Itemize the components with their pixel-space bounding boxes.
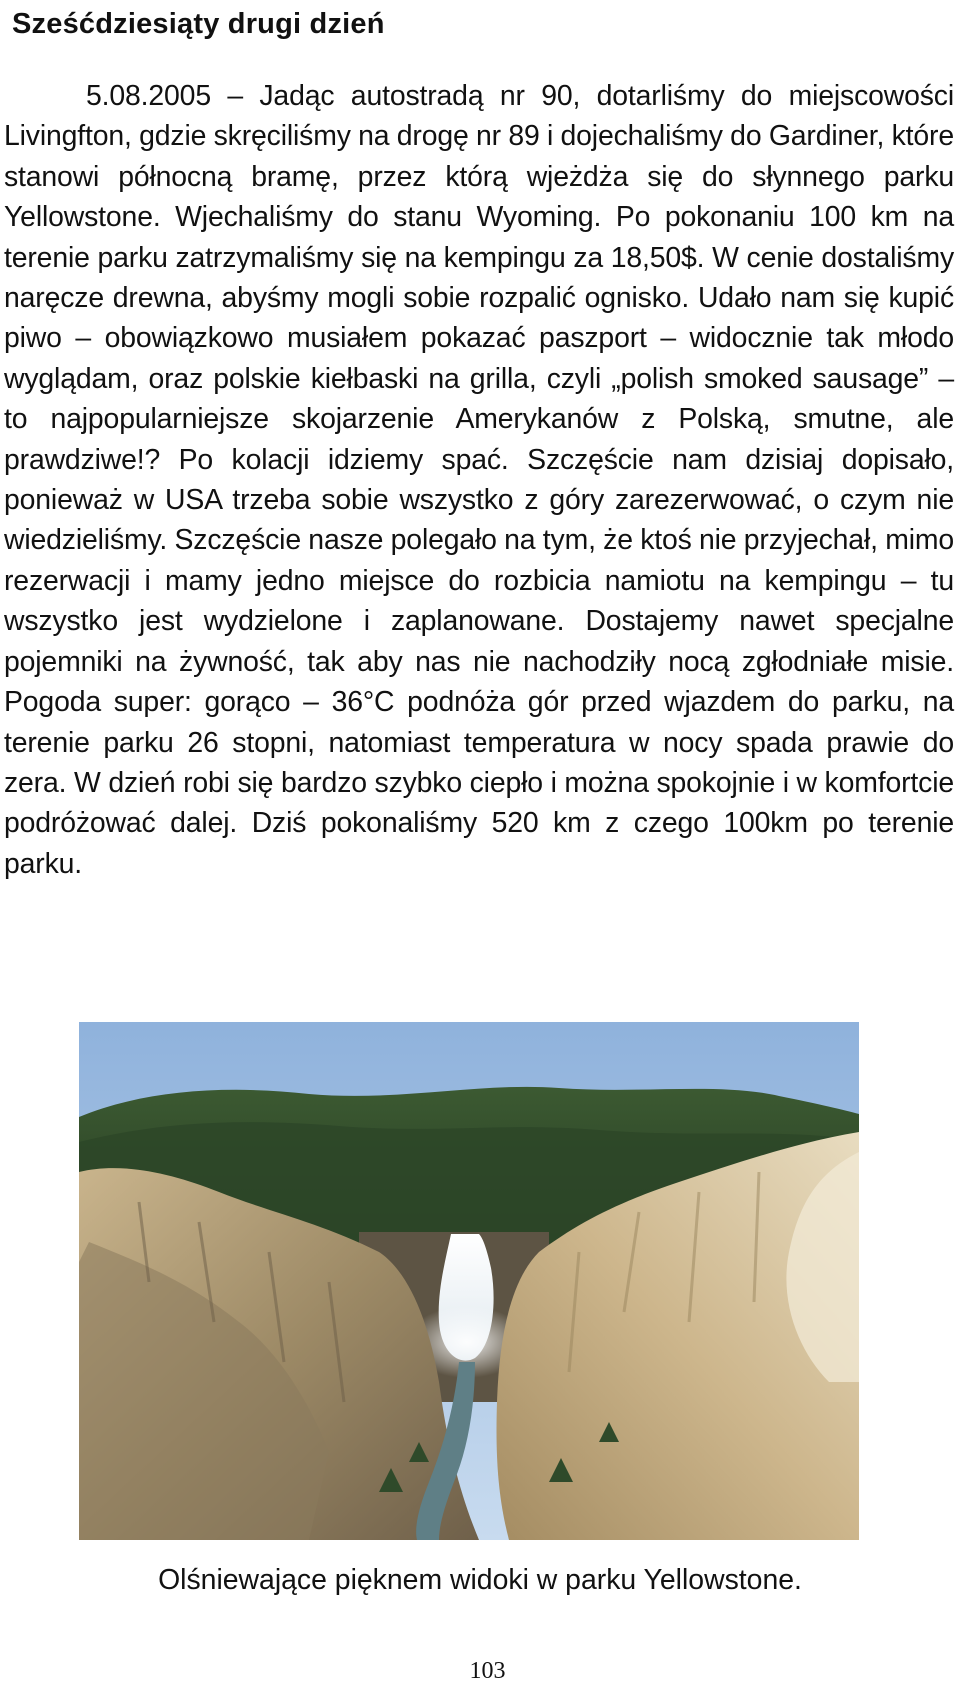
chapter-title: Sześćdziesiąty drugi dzień	[12, 8, 385, 40]
page-number: 103	[469, 1658, 506, 1684]
article-body: 5.08.2005 – Jadąc autostradą nr 90, dotarliśmy do miejscowości Livingfton, gdzie skręciliśmy na drogę nr 89 i dojechaliśmy do Gardiner, które stanowi północną bramę, przez którą wjeżdża się do słynnego parku Yellowstone. Wjechaliśmy do stanu Wyoming. Po pokonaniu 100 km na terenie parku zatrzymaliśmy się na kempingu za 18,50$. W cenie dostaliśmy naręcze drewna, abyśmy mogli sobie rozpalić ognisko. Udało nam się kupić piwo – obowiązkowo musiałem pokazać paszport – widocznie tak młodo wyglądam, oraz polskie kiełbaski na grilla, czyli „polish smoked sausage” – to najpopularniejsze skojarzenie Amerykanów z Polską, smutne, ale prawdziwe!? Po kolacji idziemy spać. Szczęście nam dzisiaj dopisało, ponieważ w USA trzeba sobie wszystko z góry zarezerwować, o czym nie wiedzieliśmy. Szczęście nasze polegało na tym, że ktoś nie przyjechał, mimo rezerwacji i mamy jedno miejsce do rozbicia namiotu na kempingu – tu wszystko jest wydzielone i zaplanowane. Dostajemy nawet specjalne pojemniki na żywność, tak aby nas nie nachodziły nocą zgłodniałe misie. Pogoda super: gorąco – 36°C podnóża gór przed wjazdem do parku, na terenie parku 26 stopni, natomiast temperatura w nocy spada prawie do zera. W dzień robi się bardzo szybko ciepło i można spokojnie i w komfortcie podróżować dalej. Dziś pokonaliśmy 520 km z czego 100km po terenie parku.	[4, 80, 954, 880]
canyon-waterfall-illustration	[79, 1022, 859, 1540]
yellowstone-canyon-photo	[79, 1022, 859, 1540]
photo-caption: Olśniewające pięknem widoki w parku Yellowstone.	[158, 1564, 802, 1596]
